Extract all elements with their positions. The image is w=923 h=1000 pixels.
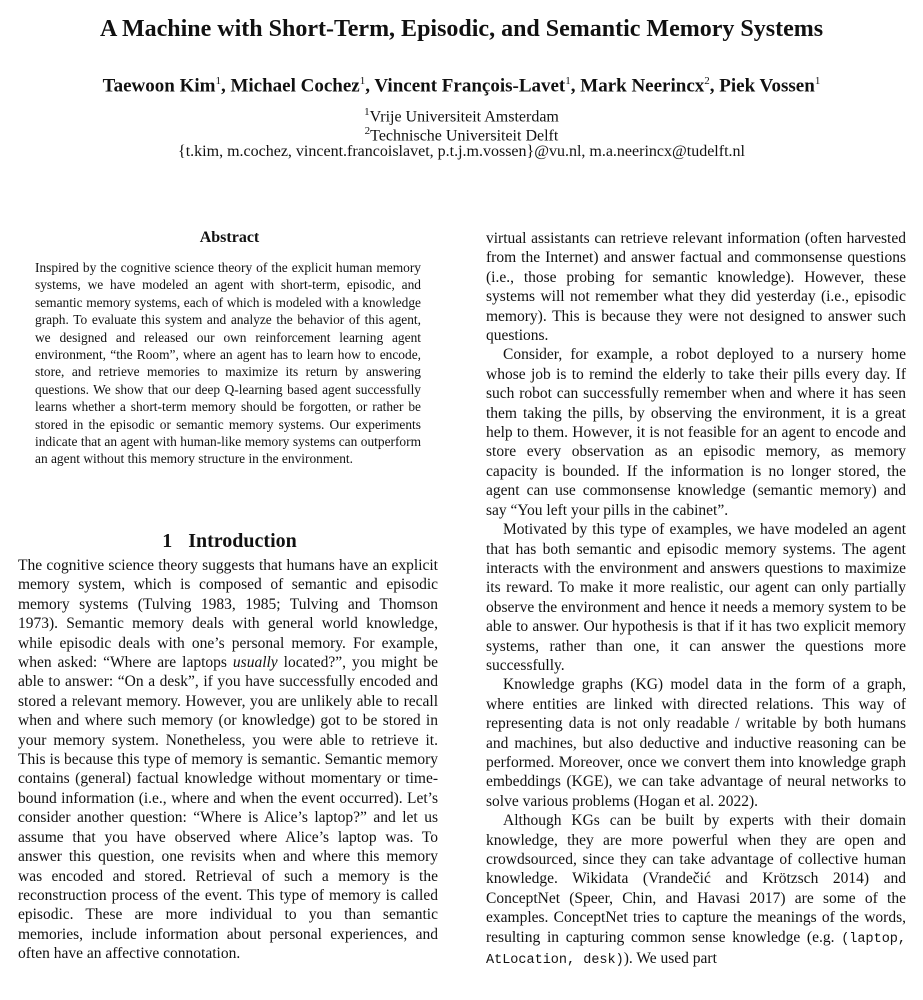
- intro-paragraph-1: [18, 556, 438, 964]
- affiliation-name: Technische Universiteit Delft: [370, 127, 559, 145]
- section-heading: [18, 528, 441, 554]
- paragraph-text: ). We used part: [623, 950, 717, 968]
- intro-paragraph-1-continued: virtual assistants can retrieve relevant information (often harvested from the Internet) and answer factual and commonsense questions (i.e., those probing for semantic knowledge). However, these systems will not remember what they did yesterday (i.e., episodic memory). This is because they were not designed to answer such questions.: [486, 230, 906, 345]
- code-triple: (laptop, AtLocation, desk): [486, 931, 906, 969]
- intro-paragraph-5: [486, 811, 906, 970]
- author-name: Taewoon Kim: [102, 75, 216, 97]
- section-number: 1: [162, 530, 173, 552]
- section-title: Introduction: [188, 530, 297, 552]
- affiliation-number: 1: [364, 106, 370, 118]
- right-column: [486, 229, 906, 970]
- author-affiliation-mark: 1: [359, 75, 366, 87]
- intro-paragraph-2: Consider, for example, a robot deployed to a nursery home whose job is to remind the elderly to take their pills every day. If such robot can successfully remember when and where it has seen them taking the pills, by observing the environment, it is a great help to them. However, it is not feasible for an agent to encode and store every observation as an episodic memory, as memory capacity is bounded. If the information is no longer stored, the agent can use commonsense knowledge (semantic memory) and say “You left your pills in the cabinet”.: [486, 346, 906, 519]
- paragraph-text: located?”, you might be able to answer: “On a desk”, if you have successfully encoded and stored a relevant memory. However, you are unlikely able to recall when and where such memory (or knowledge) got to be stored in your memory system. Nonetheless, you were able to retrieve it. This is because this type of memory is semantic. Semantic memory contains (general) factual knowledge without momentary or time-bound information (i.e., where and when the event occurred). Let’s consider another question: “Where is Alice’s laptop?” and let us assume that you have observed where Alice’s laptop was. To answer this question, one revisits when and where this memory was encoded and stored. Retrieval of such a memory is the reconstruction process of the event. This type of memory is called episodic. These are more individual to you than semantic memories, include information about personal experiences, and often have an affective connotation.: [18, 654, 439, 963]
- abstract-text: Inspired by the cognitive science theory of the explicit human memory systems, we have modeled an agent with short-term, episodic, and semantic memory systems, each of which is modeled with a knowledge graph. To evaluate this system and analyze the behavior of this agent, we designed and released our own reinforcement learning agent environment, “the Room”, where an agent has to learn how to encode, store, and retrieve memories to maximize its return by answering questions. We show that our deep Q-learning based agent successfully learns whether a short-term memory should be forgotten, or rather be stored in the episodic or semantic memory systems. Our experiments indicate that an agent with human-like memory systems can outperform an agent without this memory structure in the environment.: [35, 260, 421, 467]
- author-affiliation-mark: 1: [565, 75, 571, 87]
- intro-paragraph-3: Motivated by this type of examples, we have modeled an agent that has both semantic and episodic memory systems. The agent interacts with the environment and answers questions to maximize its reward. To make it more realistic, our agent can only partially observe the environment and hence it needs a memory system to be able to answer. Our hypothesis is that if it has two explicit memory systems, rather than one, it can answer the questions more successfully.: [486, 521, 906, 674]
- author-affiliation-mark: 1: [215, 75, 221, 87]
- emphasis-text: usually: [232, 654, 278, 672]
- author-affiliation-mark: 1: [814, 75, 821, 87]
- intro-paragraph-4: Knowledge graphs (KG) model data in the form of a graph, where entities are linked with directed relations. This way of representing data is not only readable / writable by both humans and machines, but also deductive and inductive reasoning can be performed. Moreover, once we convert them into knowledge graph embeddings (KGE), we can take advantage of neural networks to solve various problems (Hogan et al. 2022).: [486, 676, 906, 810]
- affiliation-number: 2: [364, 125, 371, 137]
- paragraph-text: Although KGs can be built by experts with their domain knowledge, they are more powerful when they are open and crowdsourced, since they can take advantage of collective human knowledge. Wikidata (Vrandečić and Krötzsch 2014) and ConceptNet (Speer, Chin, and Havasi 2017) are some of the examples. ConceptNet tries to capture the meanings of the words, resulting in capturing common sense knowledge (e.g.: [486, 812, 906, 946]
- author-list: Taewoon Kim$^1$, Michael Cochez$^1$, Vincent François-Lavet$^1$, Mark Neerincx$^2$, Piek Vossen$^1$: [102, 75, 821, 97]
- author-affiliation-mark: 2: [704, 75, 710, 87]
- left-column: [18, 556, 438, 964]
- author-emails: {t.kim, m.cochez, vincent.francoislavet, p.t.j.m.vossen}@vu.nl, m.a.neerincx@tudelft.nl: [178, 143, 745, 160]
- author-name: Michael Cochez: [230, 75, 360, 97]
- author-name: Mark Neerincx: [580, 75, 705, 97]
- paragraph-text: The cognitive science theory suggests that humans have an explicit memory system, which is composed of semantic and episodic memory systems (Tulving 1983, 1985; Tulving and Thomson 1973). Semantic memory deals with general world knowledge, while episodic deals with one’s personal memory. For example, when asked: “Where are laptops: [18, 557, 438, 672]
- author-name: Piek Vossen: [719, 75, 815, 97]
- paper-title: A Machine with Short-Term, Episodic, and Semantic Memory Systems: [99, 16, 824, 42]
- abstract-heading: Abstract: [199, 229, 260, 246]
- affiliation-name: Vrije Universiteit Amsterdam: [369, 108, 559, 126]
- author-name: Vincent François-Lavet: [374, 75, 566, 97]
